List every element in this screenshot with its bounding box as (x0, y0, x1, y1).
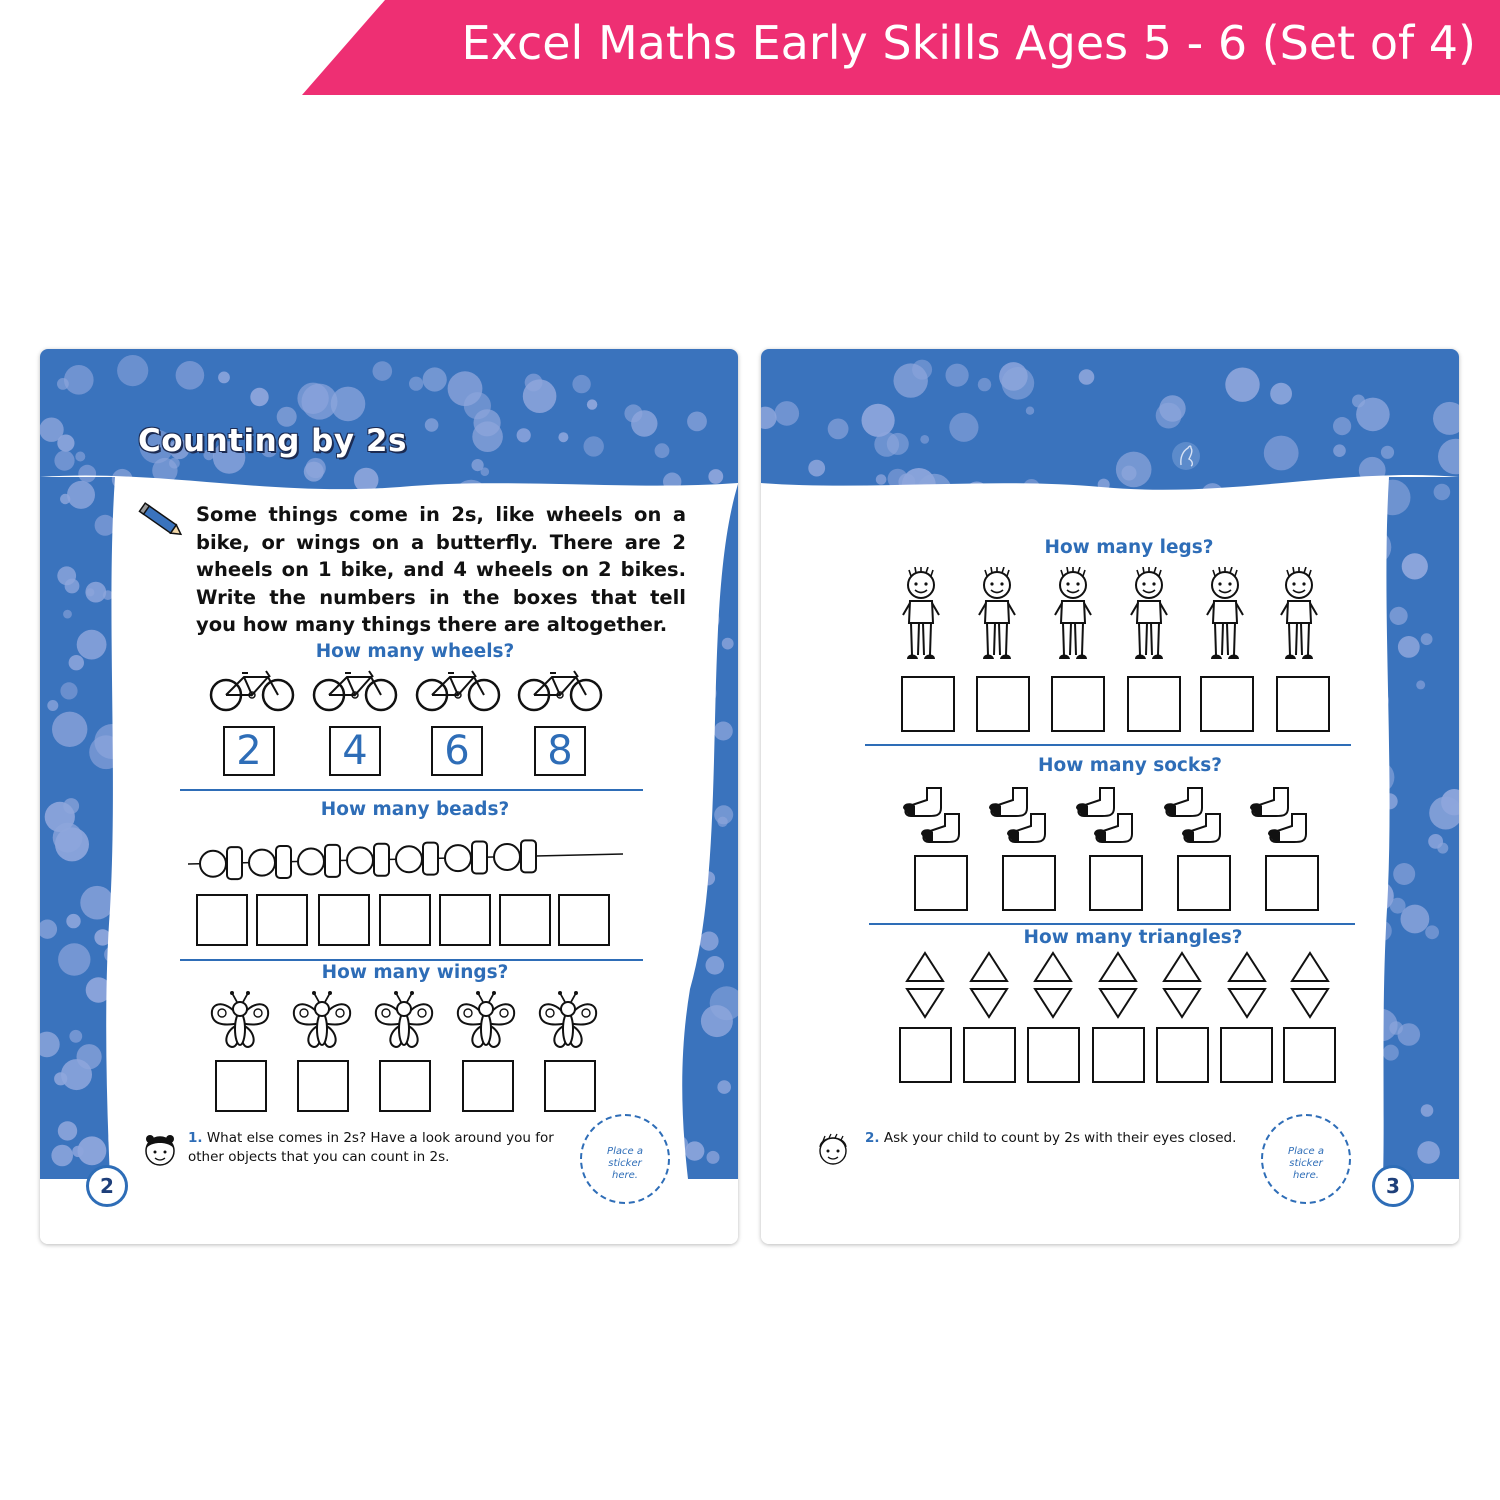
triangle-pair-icon (969, 951, 1009, 1023)
answer-box[interactable] (379, 1060, 431, 1112)
left-page (40, 349, 738, 1244)
answer-box[interactable] (1051, 676, 1105, 732)
barrel-bead (521, 840, 536, 872)
answer-box[interactable] (1156, 1027, 1209, 1083)
triangle-pair-icon (905, 951, 945, 1023)
answer-box[interactable] (1089, 855, 1143, 911)
triangle-pair-icon (1033, 951, 1073, 1023)
tip-text: Ask your child to count by 2s with their eyes closed. (883, 1130, 1237, 1146)
round-bead (396, 846, 422, 872)
round-bead (445, 845, 471, 871)
question-socks: How many socks? (1038, 755, 1222, 776)
question-triangles: How many triangles? (1023, 927, 1243, 948)
answer-box[interactable] (901, 676, 955, 732)
answer-box[interactable] (1127, 676, 1181, 732)
parent-tip (865, 1129, 1245, 1148)
answer-box[interactable] (544, 1060, 596, 1112)
triangle-pair-icon (1162, 951, 1202, 1023)
butterfly-icon (454, 989, 518, 1057)
answer-box[interactable] (215, 1060, 267, 1112)
round-bead (347, 847, 373, 873)
answer-box-4: 8 (534, 726, 586, 776)
question-wheels: How many wheels? (315, 641, 515, 662)
child-figure-icon (899, 567, 943, 667)
section-divider (865, 744, 1351, 746)
triangle-pair-icon (1227, 951, 1267, 1023)
intro-text: Some things come in 2s, like wheels on a bike, or wings on a butterfly. There are 2 wheels on 1 bike, and 4 wheels on 2 bikes. Write the numbers in the boxes that tell you how many things there are altogether. (196, 503, 686, 636)
tip-text: What else comes in 2s? Have a look around you for other objects that you can count in 2s. (188, 1130, 554, 1165)
barrel-bead (374, 844, 389, 876)
sock-pair-icon (1248, 786, 1308, 850)
barrel-bead (276, 846, 291, 878)
section-divider (180, 959, 643, 961)
answer-box[interactable] (439, 894, 491, 946)
sock-pair-icon (901, 786, 961, 850)
answer-box[interactable] (1276, 676, 1330, 732)
answer-box[interactable] (963, 1027, 1016, 1083)
page-heading: Counting by 2s (138, 423, 407, 459)
answer-box[interactable] (379, 894, 431, 946)
answer-box[interactable] (297, 1060, 349, 1112)
answer-box[interactable] (976, 676, 1030, 732)
question-beads: How many beads? (320, 799, 510, 820)
child-figure-icon (1277, 567, 1321, 667)
sticker-placeholder[interactable]: Place a sticker here. (1261, 1114, 1351, 1204)
answer-box[interactable] (318, 894, 370, 946)
answer-box[interactable] (1177, 855, 1231, 911)
sock-pair-icon (1074, 786, 1134, 850)
round-bead (200, 851, 226, 877)
bike-icon (311, 665, 401, 719)
answer-box[interactable] (1002, 855, 1056, 911)
butterfly-icon (536, 989, 600, 1057)
bike-icon (208, 665, 298, 719)
butterfly-icon (290, 989, 354, 1057)
answer-box[interactable] (196, 894, 248, 946)
answer-box[interactable] (1092, 1027, 1145, 1083)
bike-icon (414, 665, 504, 719)
answer-box-2: 4 (329, 726, 381, 776)
answer-box[interactable] (914, 855, 968, 911)
answer-box[interactable] (1220, 1027, 1273, 1083)
barrel-bead (227, 847, 242, 879)
question-wings: How many wings? (321, 962, 509, 983)
round-bead (298, 848, 324, 874)
section-divider (869, 923, 1355, 925)
round-bead (249, 850, 275, 876)
answer-box[interactable] (558, 894, 610, 946)
barrel-bead (423, 843, 438, 875)
child-figure-icon (975, 567, 1019, 667)
pencil-icon (138, 501, 186, 541)
child-figure-icon (1203, 567, 1247, 667)
barrel-bead (325, 845, 340, 877)
banner-title: Excel Maths Early Skills Ages 5 - 6 (Set of 4) (461, 16, 1476, 70)
page-number: 2 (86, 1165, 128, 1207)
tip-number: 2. (865, 1130, 880, 1146)
child-figure-icon (1127, 567, 1171, 667)
kangaroo-logo-icon (1171, 439, 1201, 473)
bike-icon (516, 665, 606, 719)
beads-string-icon (188, 834, 623, 884)
parent-tip (188, 1129, 568, 1167)
answer-box[interactable] (462, 1060, 514, 1112)
sock-pair-icon (987, 786, 1047, 850)
answer-box[interactable] (256, 894, 308, 946)
answer-box[interactable] (499, 894, 551, 946)
section-divider (180, 789, 643, 791)
triangle-pair-icon (1098, 951, 1138, 1023)
answer-box[interactable] (899, 1027, 952, 1083)
child-figure-icon (1051, 567, 1095, 667)
sock-pair-icon (1162, 786, 1222, 850)
girl-face-icon (138, 1127, 182, 1171)
answer-box-3: 6 (431, 726, 483, 776)
answer-box[interactable] (1200, 676, 1254, 732)
round-bead (494, 844, 520, 870)
answer-box[interactable] (1283, 1027, 1336, 1083)
triangle-pair-icon (1290, 951, 1330, 1023)
answer-box[interactable] (1027, 1027, 1080, 1083)
sticker-placeholder[interactable]: Place a sticker here. (580, 1114, 670, 1204)
boy-face-icon (813, 1129, 853, 1169)
answer-box[interactable] (1265, 855, 1319, 911)
butterfly-icon (208, 989, 272, 1057)
question-legs: How many legs? (1044, 537, 1214, 558)
page-number: 3 (1372, 1165, 1414, 1207)
answer-box-1: 2 (223, 726, 275, 776)
tip-number: 1. (188, 1130, 203, 1146)
barrel-bead (472, 841, 487, 873)
right-page (761, 349, 1459, 1244)
butterfly-icon (372, 989, 436, 1057)
